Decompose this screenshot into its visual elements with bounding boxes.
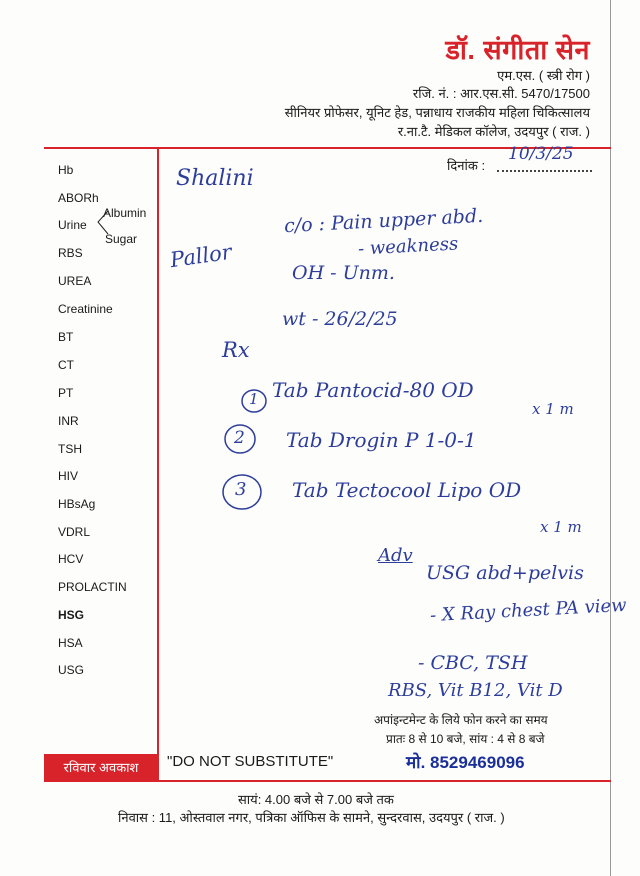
finding-pallor: Pallor — [168, 239, 234, 273]
sunday-off-badge: रविवार अवकाश — [44, 754, 158, 780]
doctor-name: डॉ. संगीता सेन — [445, 35, 590, 65]
med-2-number: 2 — [234, 428, 245, 448]
test-hbsag: HBsAg — [58, 497, 96, 511]
advice-cbc-tsh: - CBC, TSH — [418, 652, 528, 674]
med-1-number: 1 — [249, 390, 259, 408]
test-urea: UREA — [58, 274, 92, 288]
test-hsa: HSA — [58, 636, 83, 650]
test-bt: BT — [58, 330, 74, 344]
obstetric-history: OH - Unm. — [292, 262, 395, 284]
test-aborh: ABORh — [58, 191, 99, 205]
test-creatinine: Creatinine — [58, 302, 113, 316]
medicine-1-duration: x 1 m — [532, 400, 574, 418]
test-vdrl: VDRL — [58, 525, 91, 539]
test-sugar: Sugar — [105, 232, 138, 246]
date-value: 10/3/25 — [508, 144, 574, 164]
med-3-number: 3 — [235, 479, 247, 500]
appointment-title: अपांइन्टमेन्ट के लिये फोन करने का समय — [374, 713, 548, 727]
medicine-3-duration: x 1 m — [540, 518, 582, 536]
test-usg: USG — [58, 663, 85, 677]
evening-hours: सायं: 4.00 बजे से 7.00 बजे तक — [238, 792, 394, 807]
designation: सीनियर प्रोफेसर, यूनिट हेड, पन्नाधाय राजकीय महिला चिकित्सालय — [284, 105, 590, 120]
medicine-2: Tab Drogin P 1-0-1 — [286, 428, 477, 452]
weight-note: wt - 26/2/25 — [282, 308, 398, 330]
rx-symbol: Rx — [222, 338, 250, 362]
test-ct: CT — [58, 358, 74, 372]
registration-number: रजि. नं. : आर.एस.सी. 5470/17500 — [412, 86, 590, 101]
complaint-line-1: c/o : Pain upper abd. — [283, 204, 484, 238]
test-rbs: RBS — [58, 246, 83, 260]
medicine-3: Tab Tectocool Lipo OD — [292, 478, 522, 502]
advice-rbs-vitamins: RBS, Vit B12, Vit D — [388, 680, 563, 701]
doctor-degree: एम.एस. ( स्त्री रोग ) — [497, 68, 590, 83]
test-hcv: HCV — [58, 552, 84, 566]
test-inr: INR — [58, 414, 79, 428]
residence-address: निवास : 11, ओस्तवाल नगर, पत्रिका ऑफिस के सामने, सुन्दरवास, उदयपुर ( राज. ) — [118, 810, 505, 825]
test-hiv: HIV — [58, 469, 79, 483]
footer-divider — [44, 780, 611, 782]
test-pt: PT — [58, 386, 74, 400]
test-prolactin: PROLACTIN — [58, 580, 127, 594]
complaint-line-2: - weakness — [357, 233, 459, 260]
college-name: र.ना.टै. मेडिकल कॉलेज, उदयपुर ( राज. ) — [397, 124, 590, 139]
advice-usg: USG abd+pelvis — [426, 562, 584, 584]
test-tsh: TSH — [58, 442, 82, 456]
appointment-timing: प्रातः 8 से 10 बजे, सांय : 4 से 8 बजे — [386, 732, 545, 746]
sidebar-divider — [157, 149, 159, 781]
do-not-substitute: "DO NOT SUBSTITUTE" — [167, 753, 334, 770]
advice-xray: - X Ray chest PA view — [429, 594, 628, 627]
test-hb: Hb — [58, 163, 74, 177]
page-edge — [610, 0, 611, 876]
test-hsg: HSG — [58, 608, 85, 622]
date-label: दिनांक : — [447, 158, 486, 173]
advice-label: Adv — [378, 545, 413, 566]
test-albumin: Albumin — [103, 206, 147, 220]
phone-number: मो. 8529469096 — [406, 753, 525, 772]
medicine-1: Tab Pantocid-80 OD — [272, 378, 474, 402]
patient-name: Shalini — [176, 166, 254, 191]
test-urine: Urine — [58, 218, 87, 232]
